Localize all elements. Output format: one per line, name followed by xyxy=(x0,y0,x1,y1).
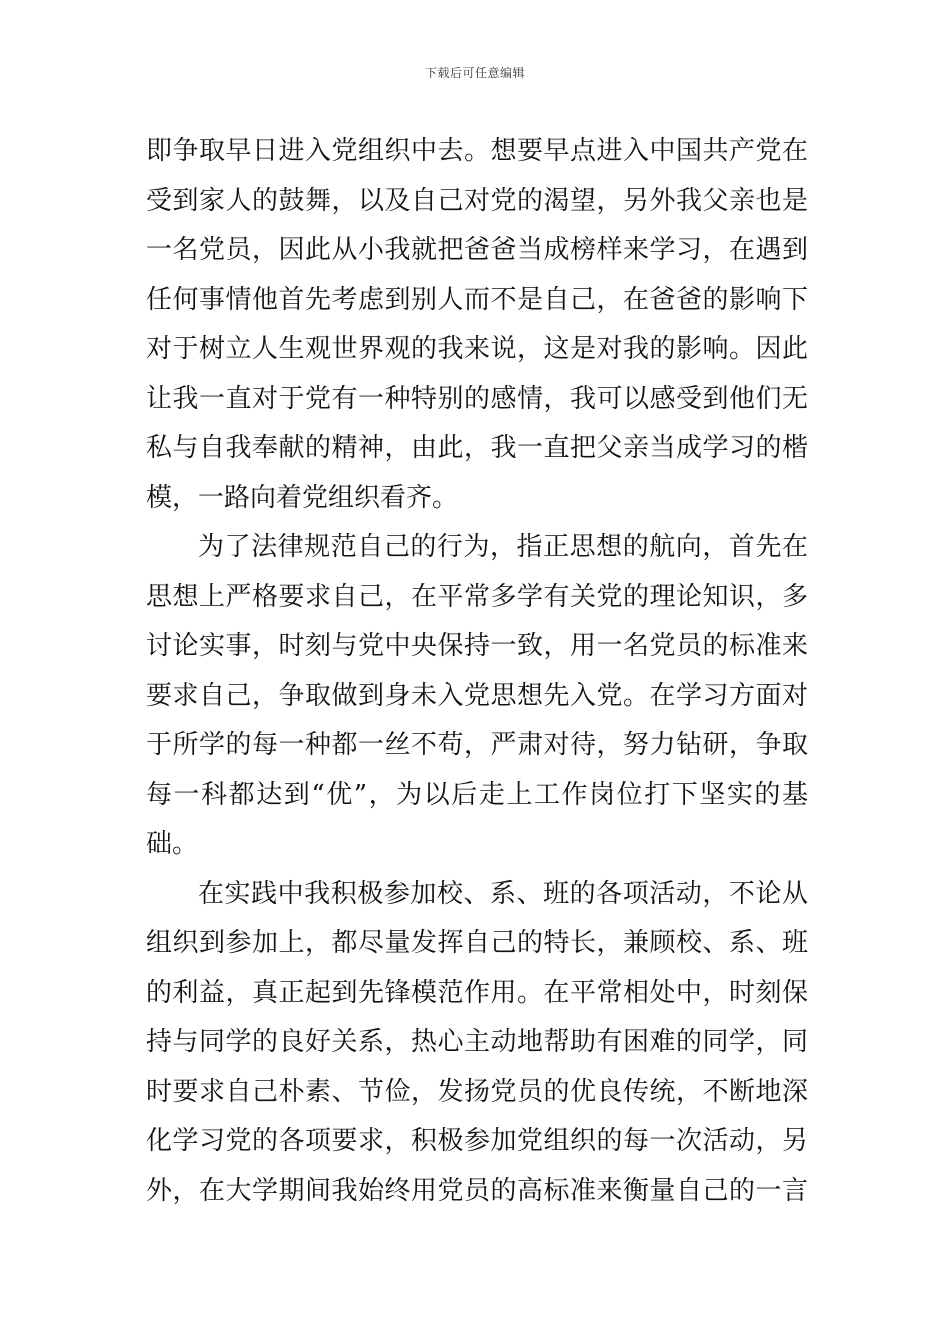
text-line: 对于树立人生观世界观的我来说，这是对我的影响。因此 xyxy=(146,334,808,364)
text-line: 让我一直对于党有一种特别的感情，我可以感受到他们无 xyxy=(146,383,808,414)
text-line: 化学习党的各项要求，积极参加党组织的每一次活动，另 xyxy=(146,1126,808,1156)
document-body xyxy=(146,127,808,1216)
text-line: 的利益，真正起到先锋模范作用。在平常相处中，时刻保 xyxy=(146,977,808,1008)
paragraph xyxy=(146,870,808,1217)
text-line: 模，一路向着党组织看齐。 xyxy=(146,482,459,513)
text-line: 即争取早日进入党组织中去。想要早点进入中国共产党在 xyxy=(146,136,808,166)
paragraph xyxy=(146,127,808,523)
text-line: 为了法律规范自己的行为，指正思想的航向，首先在 xyxy=(198,532,808,562)
text-line: 外，在大学期间我始终用党员的高标准来衡量自己的一言 xyxy=(146,1175,808,1206)
text-line: 要求自己，争取做到身未入党思想先入党。在学习方面对 xyxy=(146,680,808,711)
text-line: 持与同学的良好关系，热心主动地帮助有困难的同学，同 xyxy=(146,1027,808,1057)
text-line: 每一科都达到“优”，为以后走上工作岗位打下坚实的基 xyxy=(146,779,808,810)
text-line: 思想上严格要求自己，在平常多学有关党的理论知识，多 xyxy=(146,581,808,612)
text-line: 私与自我奉献的精神，由此，我一直把父亲当成学习的楷 xyxy=(146,433,808,463)
text-line: 在实践中我积极参加校、系、班的各项活动，不论从 xyxy=(198,878,808,909)
text-line: 于所学的每一种都一丝不苟，严肃对待，努力钻研，争取 xyxy=(146,730,808,760)
text-line: 组织到参加上，都尽量发挥自己的特长，兼顾校、系、班 xyxy=(146,928,808,958)
text-line: 一名党员，因此从小我就把爸爸当成榜样来学习，在遇到 xyxy=(146,235,808,265)
text-line: 础。 xyxy=(146,829,199,859)
paragraph xyxy=(146,523,808,870)
text-line: 讨论实事，时刻与党中央保持一致，用一名党员的标准来 xyxy=(146,631,808,661)
page-header: 下载后可任意编辑 xyxy=(424,66,525,80)
text-line: 时要求自己朴素、节俭，发扬党员的优良传统，不断地深 xyxy=(146,1076,808,1107)
text-line: 受到家人的鼓舞，以及自己对党的渴望，另外我父亲也是 xyxy=(146,185,808,216)
text-line: 任何事情他首先考虑到别人而不是自己，在爸爸的影响下 xyxy=(146,284,808,315)
